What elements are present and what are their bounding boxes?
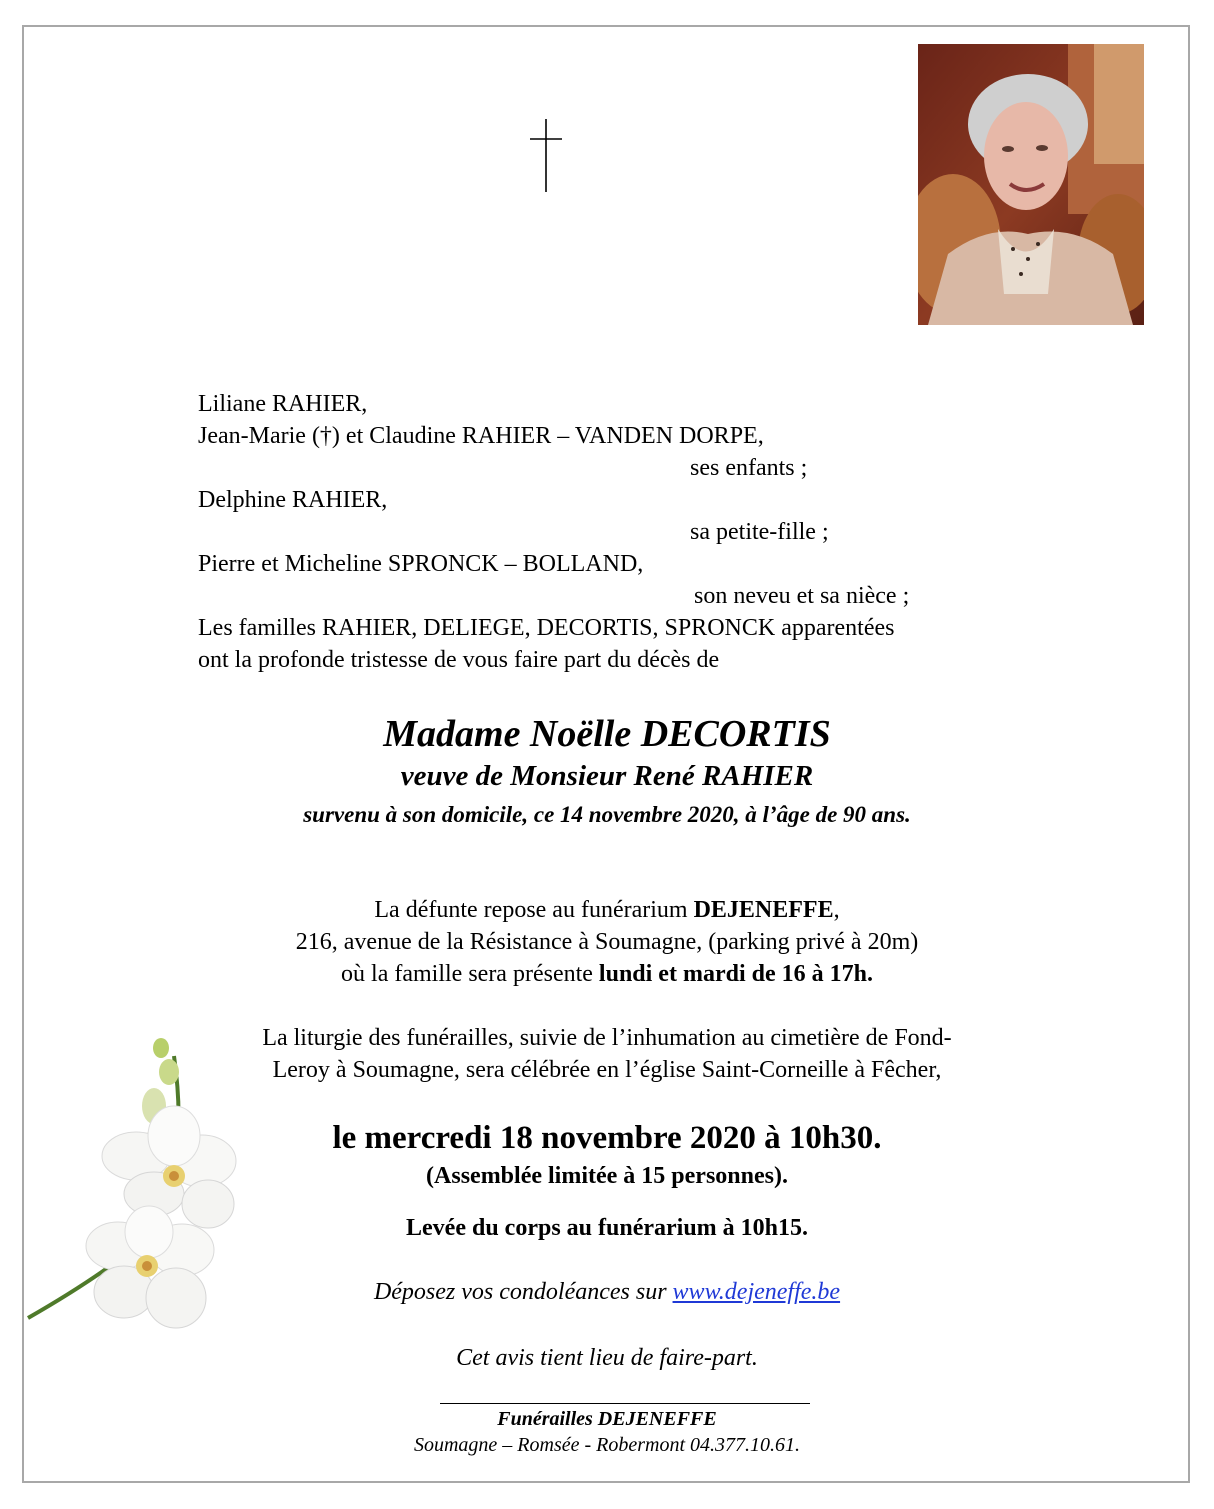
portrait-photo bbox=[918, 44, 1144, 325]
orchid-icon bbox=[24, 1036, 264, 1346]
liturgy-line-2: Leroy à Soumagne, sera célébrée en l’église Saint-Corneille à Fêcher, bbox=[272, 1057, 942, 1083]
deceased-spouse: veuve de Monsieur René RAHIER bbox=[400, 760, 814, 792]
repose-line-1: La défunte repose au funérarium DEJENEFFE, bbox=[374, 897, 840, 923]
relation-granddaughter: sa petite-fille ; bbox=[690, 519, 829, 545]
family-line-spronck: Pierre et Micheline SPRONCK – BOLLAND, bbox=[198, 551, 644, 577]
announcement-line: ont la profonde tristesse de vous faire part du décès de bbox=[198, 647, 720, 673]
liturgy-line-1: La liturgie des funérailles, suivie de l’inhumation au cimetière de Fond- bbox=[262, 1025, 952, 1051]
notice-line: Cet avis tient lieu de faire-part. bbox=[456, 1345, 758, 1371]
families-line: Les familles RAHIER, DELIEGE, DECORTIS, SPRONCK apparentées bbox=[198, 615, 895, 641]
footer-locations: Soumagne – Romsée - Robermont 04.377.10.61. bbox=[413, 1434, 801, 1456]
condolences-link[interactable]: www.dejeneffe.be bbox=[672, 1279, 841, 1305]
repose-line-3: où la famille sera présente lundi et mardi de 16 à 17h. bbox=[341, 961, 873, 987]
footer-divider bbox=[440, 1403, 810, 1404]
deceased-name: Madame Noëlle DECORTIS bbox=[383, 713, 831, 755]
levee-du-corps: Levée du corps au funérarium à 10h15. bbox=[406, 1215, 808, 1241]
ceremony-date: le mercredi 18 novembre 2020 à 10h30. bbox=[332, 1120, 882, 1156]
condolences-line: Déposez vos condoléances sur www.dejeneffe.be bbox=[373, 1279, 841, 1305]
family-line-delphine: Delphine RAHIER, bbox=[198, 487, 388, 513]
family-line-jean-marie: Jean-Marie (†) et Claudine RAHIER – VANDEN DORPE, bbox=[198, 423, 764, 449]
family-line-liliane: Liliane RAHIER, bbox=[198, 391, 368, 417]
cross-icon bbox=[528, 117, 564, 193]
assembly-limit: (Assemblée limitée à 15 personnes). bbox=[426, 1163, 788, 1189]
repose-address: 216, avenue de la Résistance à Soumagne, (parking privé à 20m) bbox=[295, 929, 919, 955]
relation-children: ses enfants ; bbox=[690, 455, 808, 481]
deceased-details: survenu à son domicile, ce 14 novembre 2020, à l’âge de 90 ans. bbox=[303, 802, 911, 827]
footer-company: Funérailles DEJENEFFE bbox=[497, 1408, 717, 1430]
relation-nephew-niece: son neveu et sa nièce ; bbox=[694, 583, 910, 609]
